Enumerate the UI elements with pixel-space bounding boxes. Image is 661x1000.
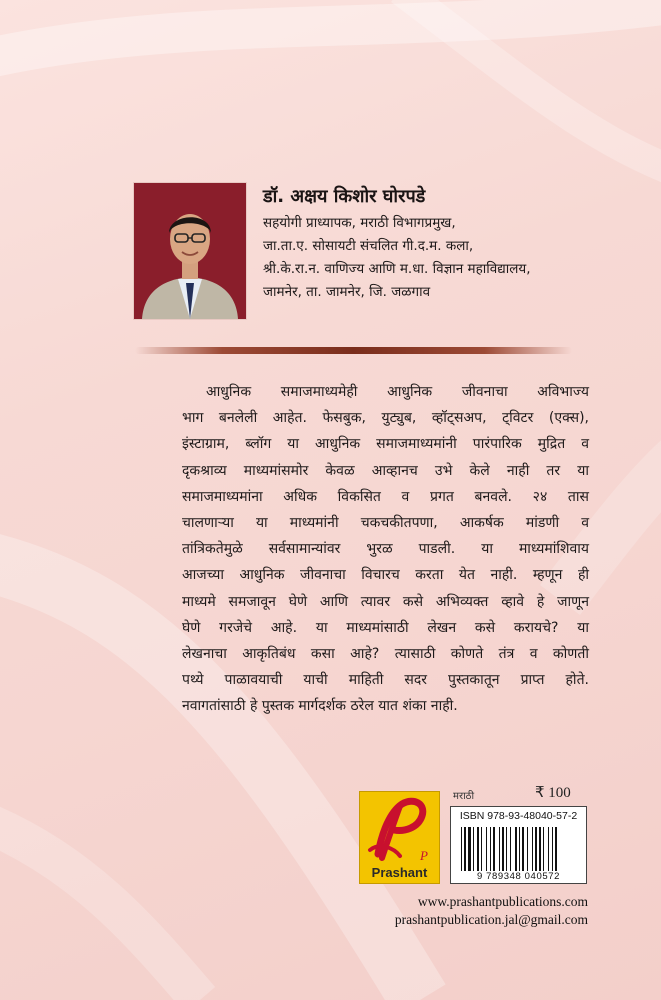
author-details — [263, 212, 531, 304]
blurb-line: आधुनिक समाजमाध्यमेही आधुनिक जीवनाचा अविभाज्य — [206, 384, 589, 400]
publisher-name: Prashant — [371, 865, 428, 880]
publisher-website[interactable]: www.prashantpublications.com — [417, 894, 588, 909]
book-blurb — [182, 379, 589, 720]
blurb-line: पथ्ये पाळावयाची याची माहिती सदर पुस्तकातून प्राप्त होते. — [182, 672, 589, 689]
publisher-logo-mark — [360, 792, 439, 868]
publisher-logo — [359, 791, 440, 884]
publisher-email[interactable]: prashantpublication.jal@gmail.com — [394, 912, 588, 927]
blurb-line: आजच्या आधुनिक जीवनाचा विचारच करता येत नाही. म्हणून ही — [182, 567, 589, 584]
book-price: ₹ 100 — [535, 785, 571, 801]
blurb-line: घेणे गरजेचे आहे. या माध्यमांसाठी लेखन कसे करायचे? या — [182, 619, 589, 636]
author-location: जामनेर, ता. जामनेर, जि. जळगाव — [263, 284, 431, 300]
author-photo — [133, 182, 247, 320]
barcode-icon — [459, 827, 580, 871]
author-name: डॉ. अक्षय किशोर घोरपडे — [263, 186, 426, 207]
author-designation: सहयोगी प्राध्यापक, मराठी विभागप्रमुख, — [263, 215, 456, 231]
blurb-line: इंस्टाग्राम, ब्लॉग या आधुनिक समाजमाध्यमांनी पारंपारिक मुद्रित व — [182, 436, 589, 453]
blurb-line: चालणाऱ्या या माध्यमांनी चकचकीतपणा, आकर्षक मांडणी व — [182, 515, 589, 532]
blurb-line: माध्यमे समजावून घेणे आणि त्यावर कसे अभिव्यक्त व्हावे हे जाणून — [182, 593, 589, 610]
logo-letter: P — [420, 848, 428, 863]
book-language: मराठी — [453, 791, 475, 802]
blurb-line: लेखनाचा आकृतिबंध कसा आहे? त्यासाठी कोणते तंत्र व कोणती — [182, 646, 589, 663]
blurb-line: समाजमाध्यमांना अधिक विकसित व प्रगत बनवले. २४ तास — [182, 488, 589, 505]
author-college: श्री.के.रा.न. वाणिज्य आणि म.धा. विज्ञान महाविद्यालय, — [263, 261, 531, 277]
author-society: जा.ता.ए. सोसायटी संचलित गी.द.म. कला, — [263, 238, 474, 254]
blurb-line: भाग बनलेली आहेत. फेसबुक, युट्युब, व्हॉट्सअप, ट्विटर (एक्स), — [182, 410, 589, 427]
section-divider — [135, 347, 572, 354]
blurb-line: तांत्रिकतेमुळे सर्वसामान्यांवर भुरळ पाडली. या माध्यमांशिवाय — [182, 541, 589, 558]
barcode-digits: 9 789348 040572 — [477, 871, 560, 882]
isbn-block — [450, 806, 587, 884]
isbn-number: ISBN 978-93-48040-57-2 — [459, 810, 578, 822]
blurb-line: नवागतांसाठी हे पुस्तक मार्गदर्शक ठरेल यात शंका नाही. — [182, 698, 458, 715]
blurb-line: दृकश्राव्य माध्यमांसमोर केवळ आव्हानच उभे केले नाही तर या — [182, 462, 589, 479]
